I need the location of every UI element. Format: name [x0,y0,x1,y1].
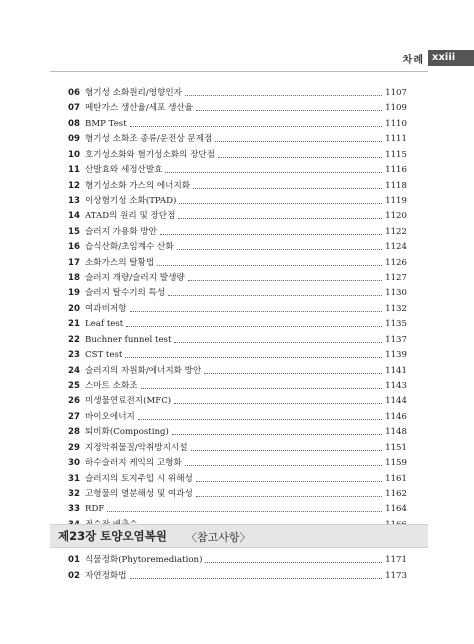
toc-entry [68,207,407,222]
toc-entry [68,284,407,299]
entry-title: BMP Test [85,118,127,129]
entry-number: 10 [68,149,80,160]
dot-leader [191,449,383,451]
entry-number: 20 [68,303,80,314]
entry-number: 18 [68,273,80,284]
entry-number: 12 [68,180,80,191]
dot-leader [125,356,382,358]
dot-leader [141,387,383,389]
entry-number: 06 [68,88,80,98]
entry-title: RDF [85,504,105,515]
header-divider [50,71,428,72]
dot-leader [205,561,382,563]
entry-page: 1171 [385,555,407,565]
chapter-title: 제23장 토양오염복원 [58,529,167,543]
entry-number: 33 [68,504,80,515]
toc-entry [68,377,407,392]
toc-entry [68,238,407,253]
dot-leader [218,156,382,158]
entry-page: 1159 [385,458,407,469]
toc-entry [68,346,407,361]
dot-leader [157,264,382,266]
entry-page: 1118 [385,180,407,191]
entry-number: 27 [68,411,80,422]
entry-title: 고형물의 열분해성 및 여과성 [85,488,193,499]
entry-title: Leaf test [85,319,124,330]
dot-leader [107,510,382,512]
entry-page: 1127 [385,273,407,284]
dot-leader [196,480,382,482]
entry-page: 1161 [385,473,407,484]
entry-number: 30 [68,458,80,469]
entry-title: 여과비저항 [85,303,127,314]
dot-leader [174,402,382,404]
toc-entry [68,269,407,284]
entry-number: 15 [68,226,80,237]
entry-page: 1143 [385,380,407,391]
entry-page: 1120 [385,211,407,222]
dot-leader [179,202,382,204]
toc-entry [68,500,407,515]
entry-title: 혐기성 소화원리/영향인자 [85,88,182,98]
toc-entry [68,161,407,176]
entry-page: 1111 [385,134,407,145]
entry-number: 13 [68,195,80,206]
entry-title: 산발효와 세정산발효 [85,165,163,176]
entry-title: 슬러지의 자원화/에너지화 방안 [85,365,202,376]
page-header [0,50,474,66]
entry-page: 1162 [385,488,407,499]
dot-leader [130,577,383,579]
toc-entry [68,408,407,423]
entry-number: 19 [68,288,80,299]
entry-title: 호기성소화와 혐기성소화의 장단점 [85,149,215,160]
dot-leader [126,325,382,327]
entry-page: 1115 [385,149,407,160]
entry-number: 29 [68,442,80,453]
entry-page: 1110 [385,118,407,129]
entry-number: 28 [68,427,80,438]
entry-title: 자연정화법 [85,570,127,581]
toc-entry [68,99,407,114]
toc-entry [68,84,407,99]
toc-entry [68,130,407,145]
entry-page: 1137 [385,334,407,345]
entry-number: 32 [68,488,80,499]
entry-number: 14 [68,211,80,222]
entry-page: 1109 [385,103,407,114]
dot-leader [174,341,382,343]
entry-number: 25 [68,380,80,391]
entry-title: 지정악취물질/악취방지시설 [85,442,188,453]
entry-page: 1135 [385,319,407,330]
entry-title: 바이오에너지 [85,411,135,422]
toc-entry [68,177,407,192]
entry-number: 17 [68,257,80,268]
entry-page: 1107 [385,88,407,98]
toc-entry [68,115,407,130]
entry-page: 1144 [385,396,407,407]
toc-entry [68,192,407,207]
entry-page: 1119 [385,195,407,206]
entry-page: 1130 [385,288,407,299]
dot-leader [172,433,382,435]
entry-title: 혐기성소화 가스의 에너지화 [85,180,191,191]
entry-title: 슬러지 가용화 방안 [85,226,157,237]
dot-leader [160,233,382,235]
entry-page: 1132 [385,303,407,314]
entry-page: 1173 [385,570,407,581]
toc-entry [68,315,407,330]
dot-leader [196,495,382,497]
entry-title: 스마트 소화조 [85,380,138,391]
dot-leader [185,94,382,96]
dot-leader [185,464,382,466]
dot-leader [196,109,382,111]
entry-page: 1124 [385,242,407,253]
toc-entry [68,392,407,407]
entry-title: 하수슬러지 케익의 고형화 [85,458,182,469]
toc-entry [68,254,407,269]
entry-page: 1146 [385,411,407,422]
entry-number: 31 [68,473,80,484]
entry-page: 1122 [385,226,407,237]
entry-number: 16 [68,242,80,253]
entry-title: 소화가스의 탈황법 [85,257,155,268]
entry-title: 미생물연료전지(MFC) [85,396,172,407]
dot-leader [204,372,382,374]
toc-entry [68,223,407,238]
dot-leader [178,217,382,219]
toc-entry [68,551,407,566]
dot-leader [168,294,382,296]
entry-title: 식물정화(Phytoremediation) [85,555,203,565]
toc-entry [68,146,407,161]
entry-title: Buchner funnel test [85,334,172,345]
toc-entry [68,454,407,469]
entry-number: 22 [68,334,80,345]
toc-entry [68,300,407,315]
entry-title: 이상혐기성 소화(TPAD) [85,195,177,206]
chapter-subtitle: 〈참고사항〉 [186,531,251,544]
entry-page: 1126 [385,257,407,268]
toc-entry [68,439,407,454]
entry-page: 1116 [385,165,407,176]
entry-number: 07 [68,103,80,114]
entry-number: 09 [68,134,80,145]
entry-page: 1164 [385,504,407,515]
entry-title: CST test [85,350,123,361]
entry-title: 혐기성 소화조 종류/운전상 문제점 [85,134,213,145]
dot-leader [188,279,382,281]
entry-title: 메탄가스 생산율/세포 생산율 [85,103,193,114]
entry-title: ATAD의 원리 및 장단점 [85,211,176,222]
entry-title: 슬러지 탈수기의 특성 [85,288,166,299]
toc-entry [68,470,407,485]
page-number-badge: xxiii [428,50,474,66]
entry-number: 26 [68,396,80,407]
dot-leader [193,187,382,189]
dot-leader [165,171,382,173]
entry-title: 습식산화/초임계수 산화 [85,242,174,253]
entry-title: 슬러지 개량/슬러지 발생량 [85,273,185,284]
entry-page: 1139 [385,350,407,361]
entry-number: 11 [68,165,80,176]
toc-entry [68,331,407,346]
dot-leader [138,418,382,420]
entry-number: 23 [68,350,80,361]
dot-leader [130,125,382,127]
entry-title: 슬러지의 토지주입 시 위해성 [85,473,193,484]
entry-page: 1151 [385,442,407,453]
dot-leader [177,248,382,250]
entry-page: 1148 [385,427,407,438]
entry-number: 08 [68,118,80,129]
toc-entry [68,485,407,500]
dot-leader [130,310,383,312]
toc-entry [68,567,407,582]
entry-number: 21 [68,319,80,330]
entry-page: 1141 [385,365,407,376]
entry-number: 24 [68,365,80,376]
header-title: 차례 [402,55,424,66]
entry-number: 02 [68,570,80,581]
entry-title: 퇴비화(Composting) [85,427,169,438]
toc-entry [68,362,407,377]
dot-leader [215,140,382,142]
toc-entry [68,423,407,438]
entry-number: 01 [68,555,80,565]
